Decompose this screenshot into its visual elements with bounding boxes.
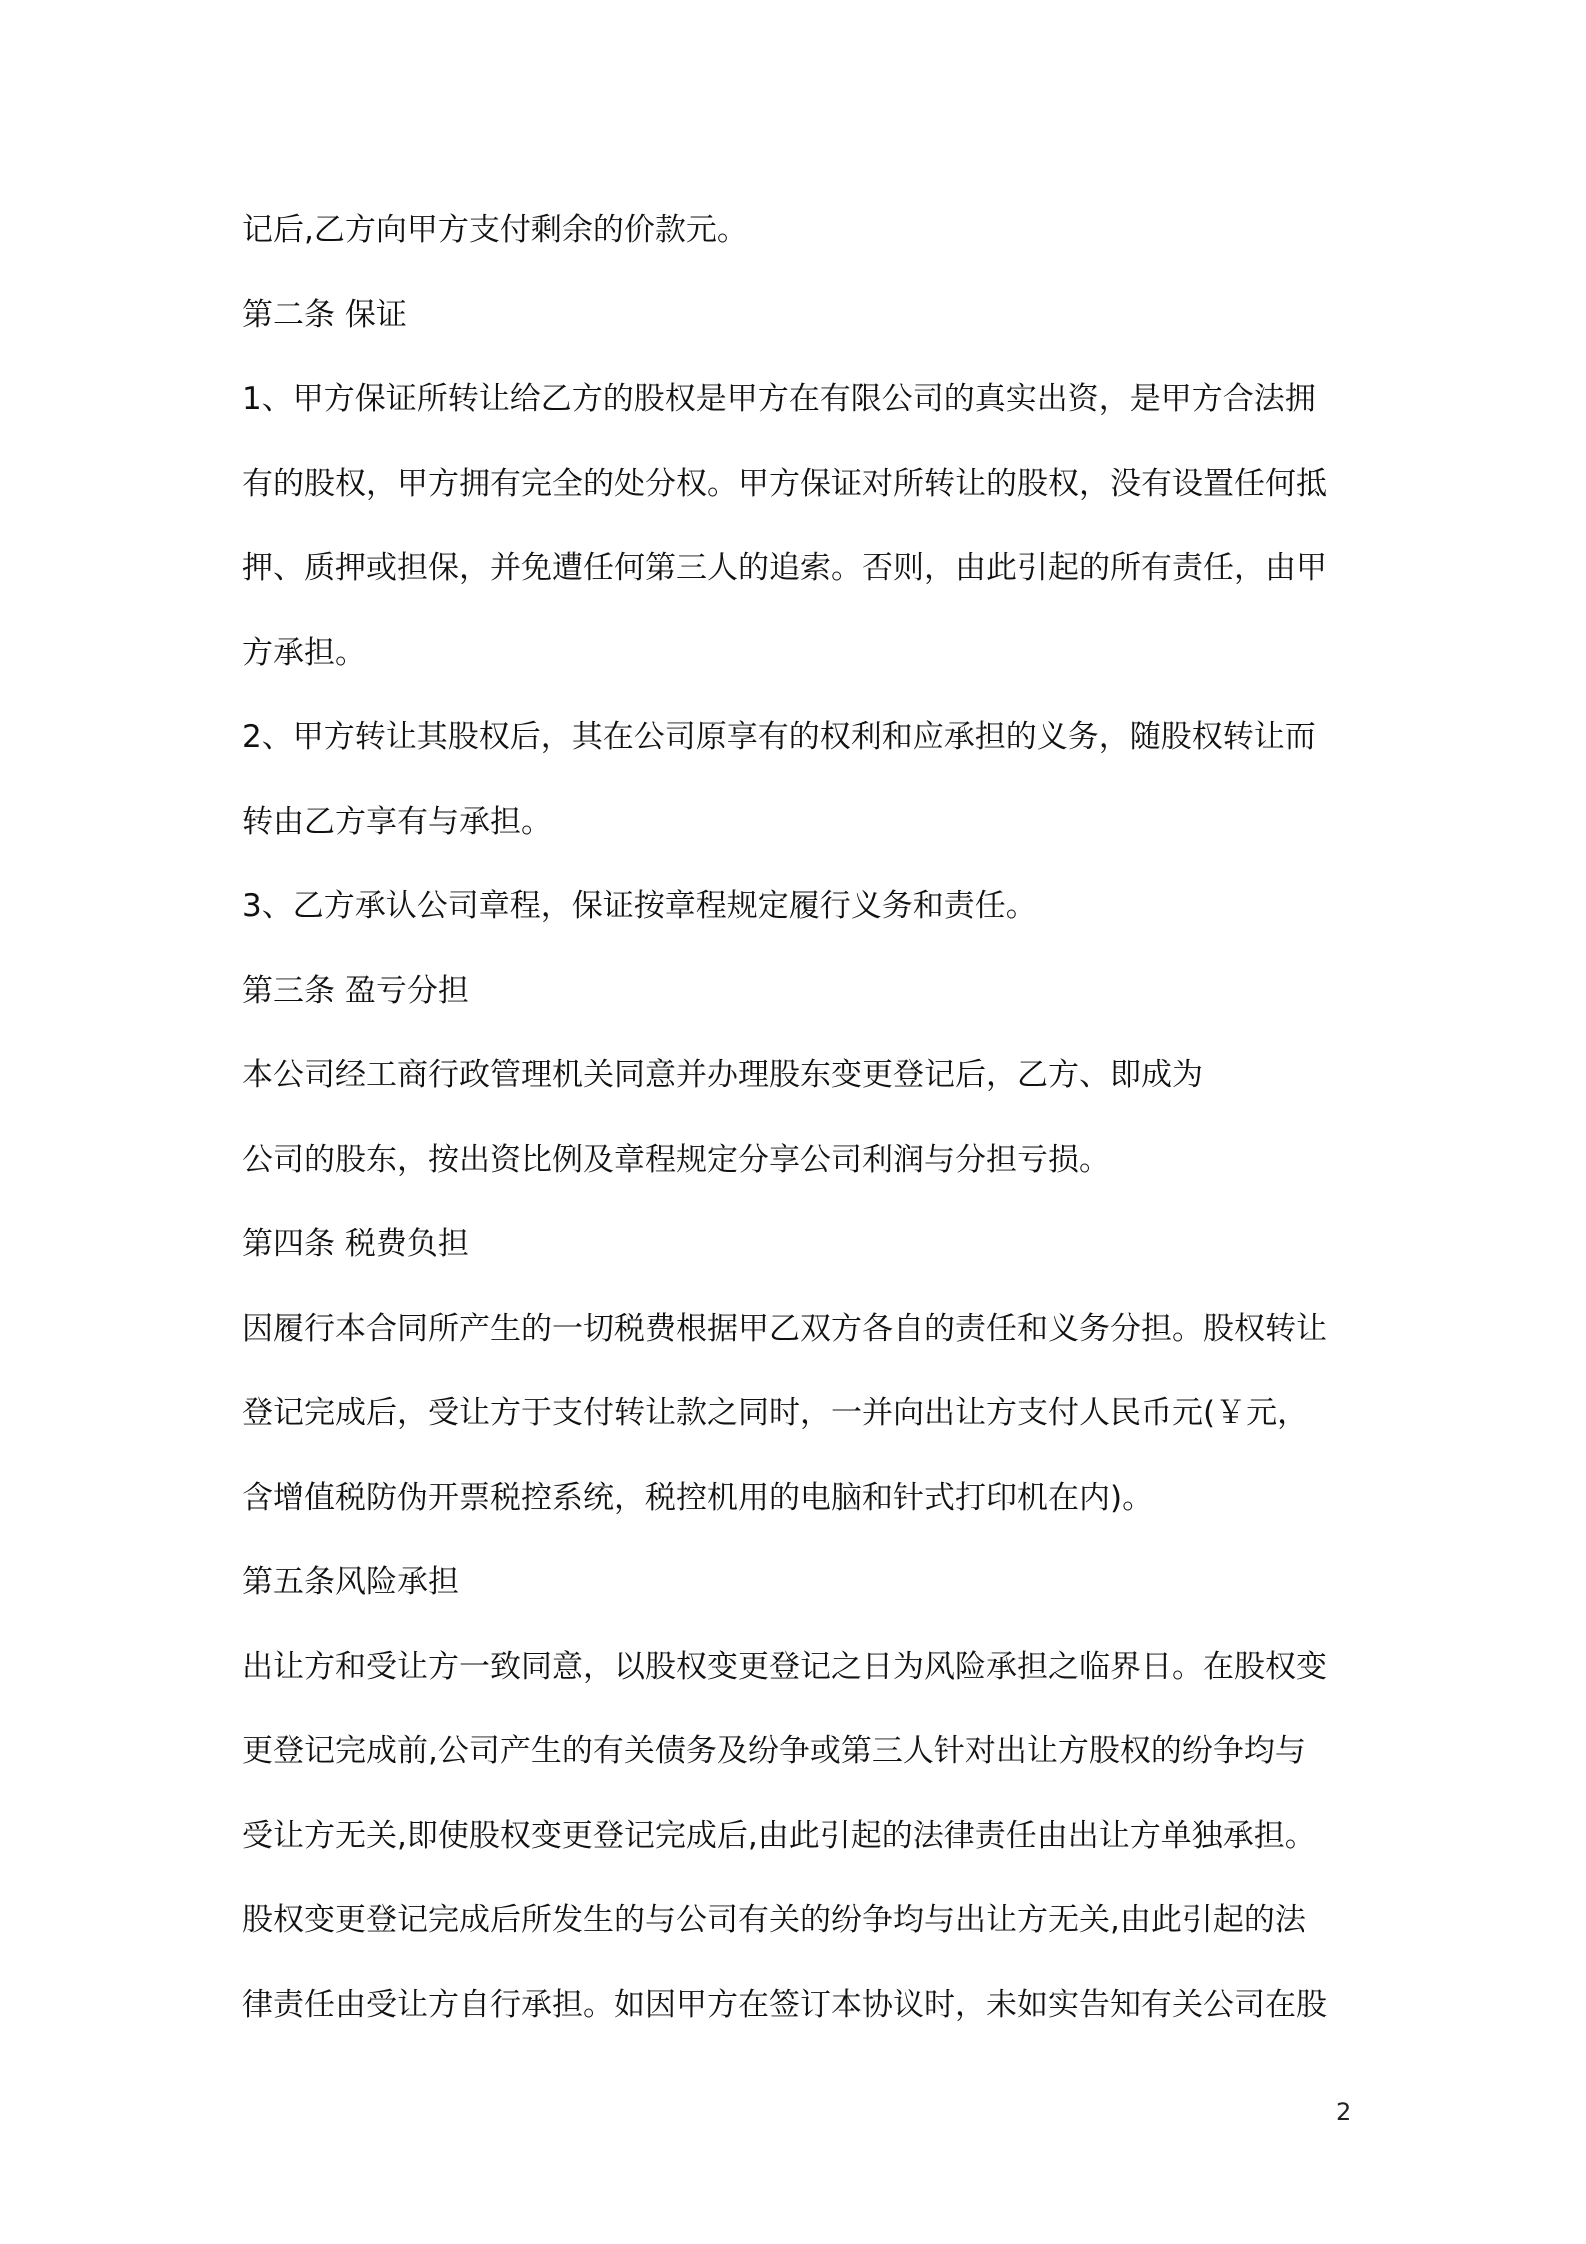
text-line: 公司的股东，按出资比例及章程规定分享公司利润与分担亏损。 xyxy=(242,1141,1110,1178)
text-line: 有的股权，甲方拥有完全的处分权。甲方保证对所转让的股权，没有设置任何抵 xyxy=(242,465,1327,502)
text-line: 记后,乙方向甲方支付剩余的价款元。 xyxy=(242,212,748,248)
text-line: 受让方无关,即使股权变更登记完成后,由此引起的法律责任由出让方单独承担。 xyxy=(242,1817,1316,1854)
text-line: 含增值税防伪开票税控系统，税控机用的电脑和针式打印机在内)。 xyxy=(242,1479,1154,1516)
text-line: 因履行本合同所产生的一切税费根据甲乙双方各自的责任和义务分担。股权转让 xyxy=(242,1310,1327,1347)
text-line: 登记完成后，受让方于支付转让款之同时，一并向出让方支付人民币元(￥元， xyxy=(242,1395,1309,1431)
text-line: 1、甲方保证所转让给乙方的股权是甲方在有限公司的真实出资，是甲方合法拥 xyxy=(242,381,1316,417)
article-heading: 第四条 税费负担 xyxy=(242,1226,469,1262)
text-line: 出让方和受让方一致同意，以股权变更登记之日为风险承担之临界日。在股权变 xyxy=(242,1648,1327,1685)
text-line: 2、甲方转让其股权后，其在公司原享有的权利和应承担的义务，随股权转让而 xyxy=(242,719,1316,755)
article-heading: 第三条 盈亏分担 xyxy=(242,972,469,1009)
text-line: 股权变更登记完成后所发生的与公司有关的纷争均与出让方无关,由此引起的法 xyxy=(242,1902,1306,1938)
text-line: 律责任由受让方自行承担。如因甲方在签订本协议时，未如实告知有关公司在股 xyxy=(242,1986,1327,2023)
text-line: 方承担。 xyxy=(242,634,366,671)
text-line: 3、乙方承认公司章程，保证按章程规定履行义务和责任。 xyxy=(242,888,1037,924)
text-line: 本公司经工商行政管理机关同意并办理股东变更登记后，乙方、即成为 xyxy=(242,1057,1203,1093)
text-line: 押、质押或担保，并免遭任何第三人的追索。否则，由此引起的所有责任，由甲 xyxy=(242,550,1327,586)
text-line: 更登记完成前,公司产生的有关债务及纷争或第三人针对出让方股权的纷争均与 xyxy=(242,1733,1306,1769)
body-text xyxy=(242,204,1362,2063)
article-heading: 第二条 保证 xyxy=(242,296,407,333)
article-heading: 第五条风险承担 xyxy=(242,1564,459,1600)
page-number: 2 xyxy=(1336,2098,1352,2126)
text-line: 转由乙方享有与承担。 xyxy=(242,803,552,840)
